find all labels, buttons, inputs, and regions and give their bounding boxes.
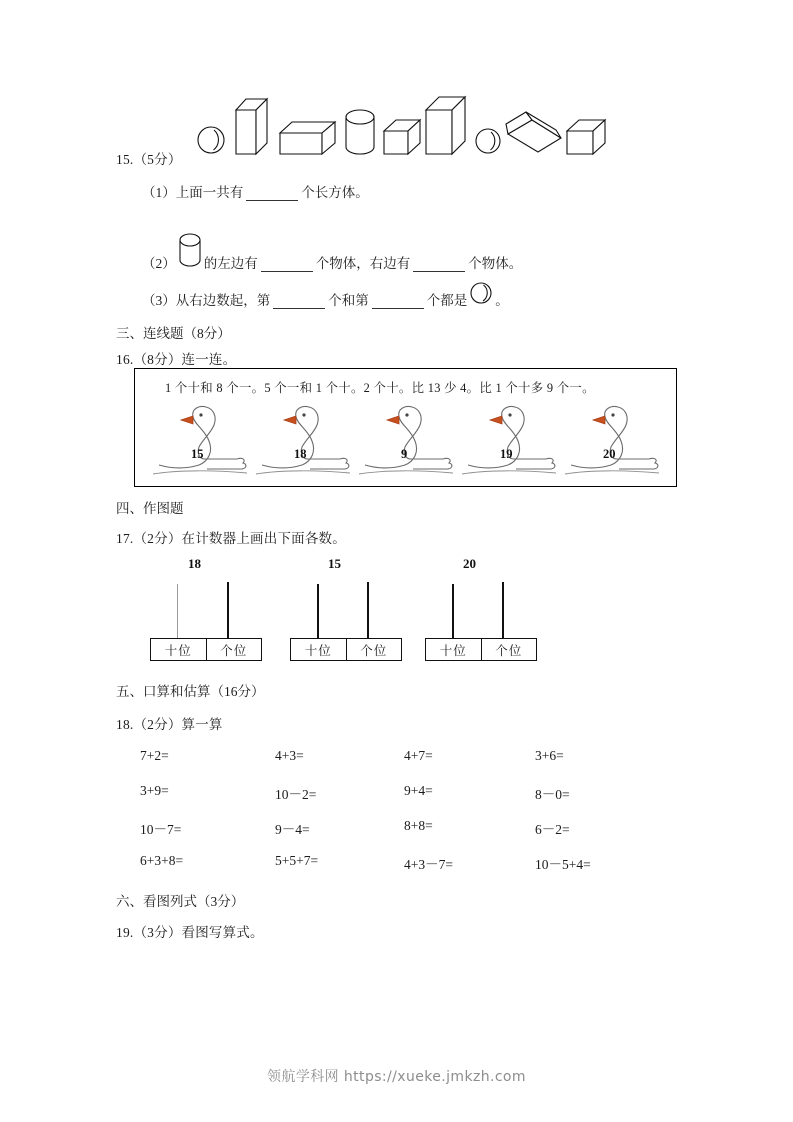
counter-target-number: 18	[188, 556, 201, 571]
tall-cuboid-shape	[234, 96, 270, 161]
swan-row	[151, 403, 666, 477]
solid-shapes-row	[196, 100, 541, 162]
counter-base-box	[150, 638, 262, 661]
sphere-icon	[469, 281, 493, 309]
counter-cell-tens: 十位	[164, 643, 192, 658]
question-15-label: 15.（5分）	[116, 152, 182, 167]
swan-number: 18	[294, 447, 307, 461]
counter-abacus-2[interactable]	[290, 556, 402, 661]
swan-number: 15	[191, 447, 204, 461]
q15-sub2-blank-right[interactable]	[413, 258, 465, 272]
counter-rod-ones[interactable]	[227, 582, 229, 638]
calc-problem[interactable]: 4+7=	[404, 748, 433, 763]
question-16-label: 16.（8分）连一连。	[116, 352, 237, 367]
question-18-label: 18.（2分）算一算	[116, 717, 223, 732]
calc-problem[interactable]: 10－2=	[275, 787, 317, 802]
calc-problem[interactable]: 3+6=	[535, 748, 564, 763]
counter-base-box	[425, 638, 537, 661]
q15-sub2-prefix: （2）	[142, 256, 176, 271]
cylinder-icon	[177, 232, 203, 272]
section-6-heading: 六、看图列式（3分）	[116, 894, 245, 909]
counter-cell-ones: 个位	[346, 639, 402, 660]
cube-shape-2	[565, 118, 607, 161]
counter-base-box	[290, 638, 402, 661]
cylinder-shape	[343, 108, 377, 161]
question-19-label: 19.（3分）看图写算式。	[116, 925, 264, 940]
q15-sub3-blank-2[interactable]	[372, 295, 424, 309]
wide-cuboid-shape	[278, 120, 338, 161]
swan-item[interactable]	[357, 403, 460, 477]
calc-problem[interactable]: 4+3=	[275, 748, 304, 763]
section-3-heading: 三、连线题（8分）	[116, 326, 231, 341]
calc-problem[interactable]: 5+5+7=	[275, 853, 319, 868]
q15-sub3-suffix: 个都是	[426, 293, 468, 308]
q15-sub1-suffix: 个长方体。	[301, 185, 369, 200]
q15-sub2-mid2: 个物体，右边有	[315, 256, 411, 271]
q15-sub2-blank-left[interactable]	[261, 258, 313, 272]
q15-sub3-blank-1[interactable]	[273, 295, 325, 309]
calc-problem[interactable]: 10－5+4=	[535, 857, 591, 872]
footer-watermark: 领航学科网 https://xueke.jmkzh.com	[267, 1069, 526, 1085]
q15-sub3-prefix: （3）从右边数起，第	[142, 293, 271, 308]
counter-rod-ones[interactable]	[502, 582, 504, 638]
swan-number: 9	[401, 447, 408, 461]
counter-target-number: 15	[328, 556, 341, 571]
swan-number: 19	[500, 447, 513, 461]
sphere-shape-2	[474, 125, 502, 160]
calc-problem[interactable]: 7+2=	[140, 748, 169, 763]
counter-cell-tens: 十位	[439, 643, 467, 658]
swan-item[interactable]	[563, 403, 666, 477]
question-17-label: 17.（2分）在计数器上画出下面各数。	[116, 531, 346, 546]
question-15-sub3	[142, 281, 509, 309]
counter-rod-ones[interactable]	[367, 582, 369, 638]
tilted-cuboid-shape	[504, 110, 564, 159]
section-4-heading: 四、作图题	[116, 501, 184, 516]
counter-rod-tens[interactable]	[177, 584, 178, 638]
sphere-shape	[196, 123, 226, 160]
q15-sub1-blank[interactable]	[246, 187, 298, 201]
calc-problem[interactable]: 6－2=	[535, 822, 570, 837]
swan-item[interactable]	[151, 403, 254, 477]
calc-problem[interactable]: 9+4=	[404, 783, 433, 798]
counter-cell-ones: 个位	[206, 639, 262, 660]
matching-exercise-box[interactable]	[134, 368, 677, 487]
calc-problem[interactable]: 8－0=	[535, 787, 570, 802]
calc-problem[interactable]: 10－7=	[140, 822, 182, 837]
q15-sub3-mid: 个和第	[328, 293, 369, 308]
section-5-heading: 五、口算和估算（16分）	[116, 684, 265, 699]
counter-cell-tens: 十位	[304, 643, 332, 658]
tall-cuboid-shape-2	[424, 94, 468, 161]
cube-shape	[382, 118, 422, 161]
q15-sub3-end: 。	[495, 293, 509, 308]
counter-abacus-1[interactable]	[150, 556, 262, 661]
counter-target-number: 20	[463, 556, 476, 571]
counter-abacus-3[interactable]	[425, 556, 537, 661]
q15-sub2-mid1: 的左边有	[203, 256, 258, 271]
calc-problem[interactable]: 4+3－7=	[404, 857, 453, 872]
calc-problem[interactable]: 8+8=	[404, 818, 433, 833]
counter-rod-tens[interactable]	[452, 584, 454, 638]
swan-number: 20	[603, 447, 616, 461]
counter-rod-tens[interactable]	[317, 584, 319, 638]
question-15-sub1	[142, 181, 369, 201]
q15-sub2-suffix: 个物体。	[468, 256, 523, 271]
swan-item[interactable]	[460, 403, 563, 477]
matching-clues-text: 1 个十和 8 个一。5 个一和 1 个十。2 个十。比 13 少 4。比 1 个十多 9 个一。	[165, 381, 595, 395]
question-15-sub2	[142, 232, 522, 272]
calc-problem[interactable]: 3+9=	[140, 783, 169, 798]
q15-sub1-prefix: （1）上面一共有	[142, 185, 244, 200]
counter-cell-ones: 个位	[481, 639, 537, 660]
swan-item[interactable]	[254, 403, 357, 477]
calc-problem[interactable]: 6+3+8=	[140, 853, 184, 868]
calc-problem[interactable]: 9－4=	[275, 822, 310, 837]
